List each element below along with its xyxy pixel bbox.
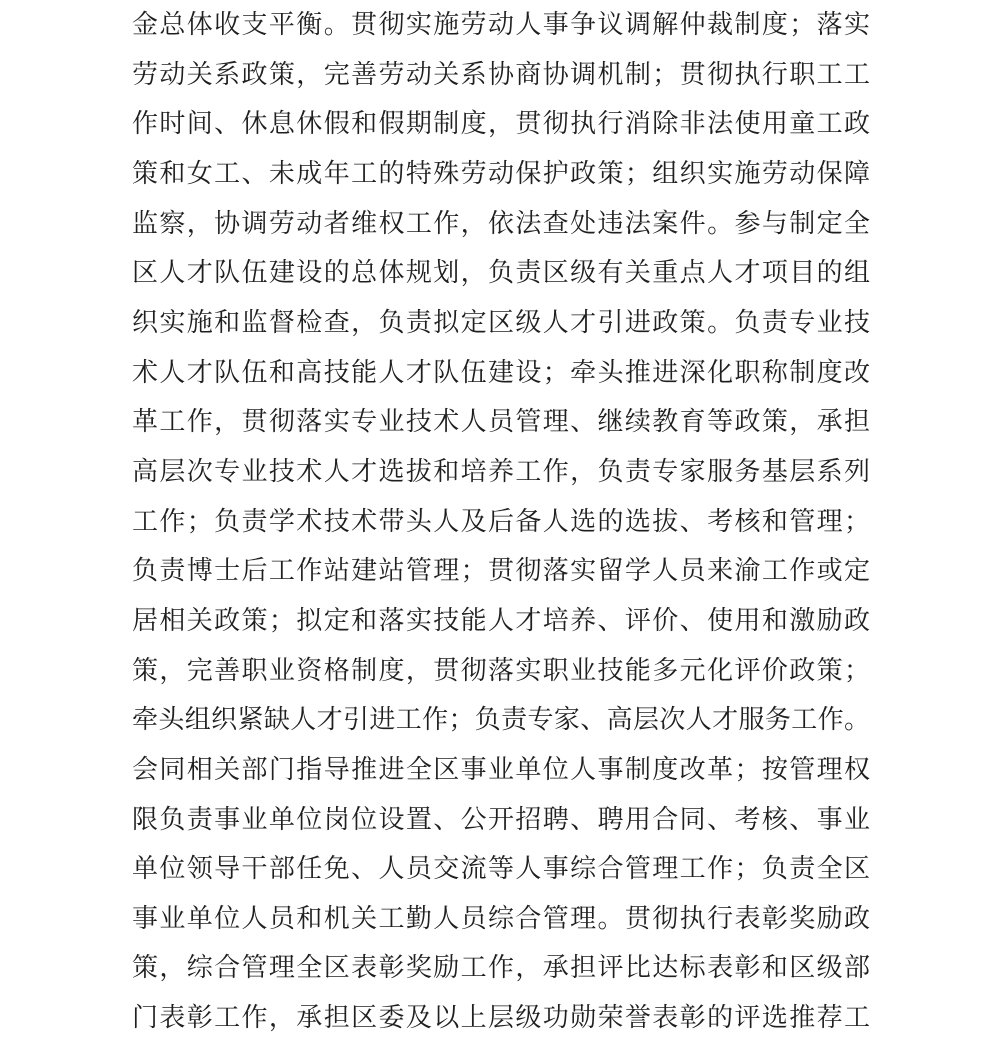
text-line: 革工作，贯彻落实专业技术人员管理、继续教育等政策，承担 xyxy=(132,407,870,437)
text-line: 门表彰工作，承担区委及以上层级功勋荣誉表彰的评选推荐工 xyxy=(132,1003,870,1033)
text-line: 区人才队伍建设的总体规划，负责区级有关重点人才项目的组 xyxy=(132,258,870,288)
text-line: 高层次专业技术人才选拔和培养工作，负责专家服务基层系列 xyxy=(132,456,870,486)
document-text-block xyxy=(132,0,870,1043)
text-line: 策和女工、未成年工的特殊劳动保护政策；组织实施劳动保障 xyxy=(132,158,870,188)
text-line: 作时间、休息休假和假期制度，贯彻执行消除非法使用童工政 xyxy=(132,109,870,139)
text-line: 限负责事业单位岗位设置、公开招聘、聘用合同、考核、事业 xyxy=(132,804,870,834)
text-line: 术人才队伍和高技能人才队伍建设；牵头推进深化职称制度改 xyxy=(132,357,870,387)
text-line: 策，综合管理全区表彰奖励工作，承担评比达标表彰和区级部 xyxy=(132,953,870,983)
text-line: 牵头组织紧缺人才引进工作；负责专家、高层次人才服务工作。 xyxy=(132,705,870,735)
text-line: 织实施和监督检查，负责拟定区级人才引进政策。负责专业技 xyxy=(132,307,870,337)
text-line: 金总体收支平衡。贯彻实施劳动人事争议调解仲裁制度；落实 xyxy=(132,10,870,39)
text-line: 事业单位人员和机关工勤人员综合管理。贯彻执行表彰奖励政 xyxy=(132,903,870,933)
text-line: 负责博士后工作站建站管理；贯彻落实留学人员来渝工作或定 xyxy=(132,556,870,586)
text-line: 工作；负责学术技术带头人及后备人选的选拔、考核和管理； xyxy=(132,506,870,536)
text-line: 单位领导干部任免、人员交流等人事综合管理工作；负责全区 xyxy=(132,854,870,884)
text-line: 居相关政策；拟定和落实技能人才培养、评价、使用和激励政 xyxy=(132,605,870,635)
text-line: 会同相关部门指导推进全区事业单位人事制度改革；按管理权 xyxy=(132,754,870,784)
text-line: 监察，协调劳动者维权工作，依法查处违法案件。参与制定全 xyxy=(132,208,870,238)
text-line: 劳动关系政策，完善劳动关系协商协调机制；贯彻执行职工工 xyxy=(132,59,870,89)
text-line: 策，完善职业资格制度，贯彻落实职业技能多元化评价政策； xyxy=(132,655,870,685)
